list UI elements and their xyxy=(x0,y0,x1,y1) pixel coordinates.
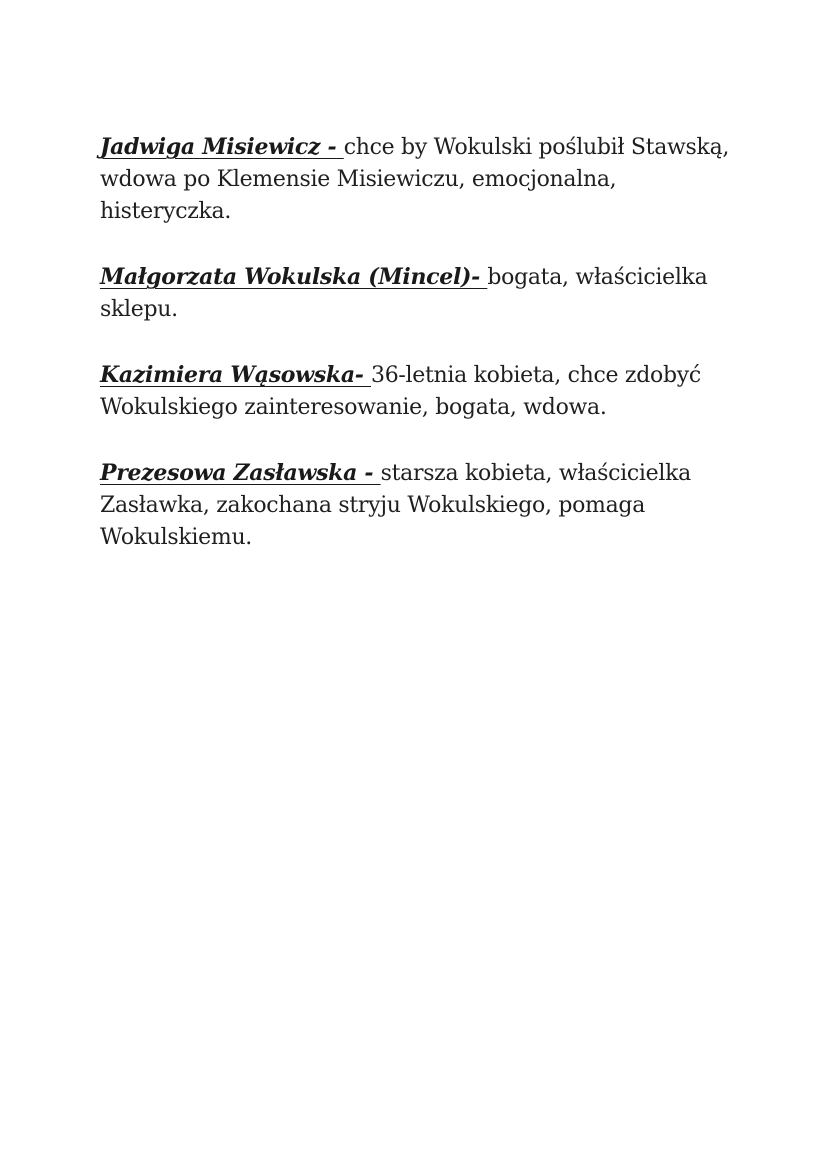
character-list xyxy=(100,131,740,587)
character-name: Jadwiga Misiewicz - xyxy=(100,134,344,160)
character-name: Kazimiera Wąsowska- xyxy=(100,362,371,388)
character-entry-kazimiera-wasowska xyxy=(100,359,740,424)
character-name: Prezesowa Zasławska - xyxy=(100,460,381,486)
character-description: starsza kobieta, właścicielka Zasławka, zakochana stryju Wokulskiego, pomaga Wokulskiemu. xyxy=(100,461,691,550)
character-description: 36-letnia kobieta, chce zdobyć Wokulskiego zainteresowanie, bogata, wdowa. xyxy=(100,363,701,420)
character-name: Małgorzata Wokulska (Mincel)- xyxy=(100,264,488,290)
character-entry-jadwiga-misiewicz xyxy=(100,131,740,228)
character-description: chce by Wokulski poślubił Stawską, wdowa po Klemensie Misiewiczu, emocjonalna, histeryczka. xyxy=(100,135,730,224)
character-description: bogata, właścicielka sklepu. xyxy=(100,265,708,322)
character-entry-prezesowa-zaslawska xyxy=(100,457,740,554)
character-entry-malgorzata-wokulska xyxy=(100,261,740,326)
